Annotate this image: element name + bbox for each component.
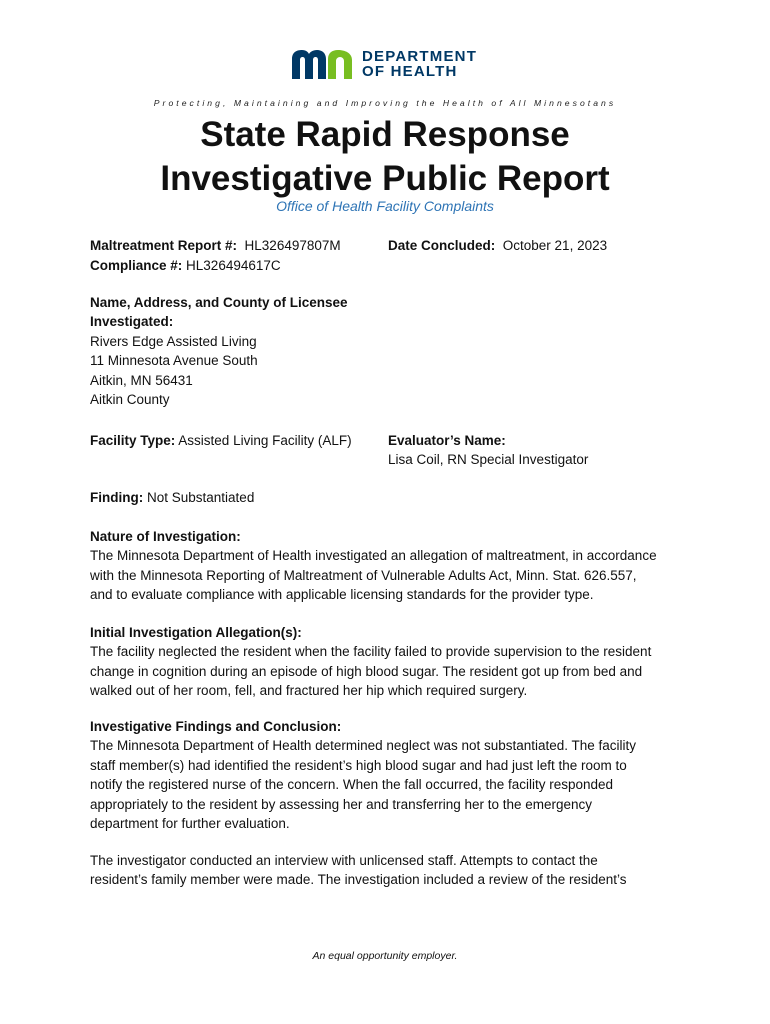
allegation-line: change in cognition during an episode of high blood sugar. The resident got up from bed and	[90, 663, 643, 679]
nature-line: The Minnesota Department of Health investigated an allegation of maltreatment, in accordance	[90, 548, 657, 564]
findings-line: appropriately to the resident by assessing her and transferring her to the emergency	[90, 796, 593, 812]
page-title	[0, 113, 770, 201]
evaluator-value: Lisa Coil, RN Special Investigator	[388, 452, 589, 468]
maltreatment-label: Maltreatment Report #:	[90, 238, 238, 253]
facility-type	[90, 431, 352, 450]
interview-line: resident’s family member were made. The investigation included a review of the resident’s	[90, 872, 627, 888]
allegation-heading: Initial Investigation Allegation(s):	[90, 625, 302, 640]
licensee-heading-2: Investigated:	[90, 314, 174, 330]
allegation-line: walked out of her room, fell, and fractured her hip which required surgery.	[90, 683, 528, 699]
title-line-1: State Rapid Response	[200, 115, 570, 154]
title-line-2: Investigative Public Report	[160, 159, 610, 198]
facility-type-label: Facility Type:	[90, 433, 176, 448]
tagline: Protecting, Maintaining and Improving the Health of All Minnesotans	[153, 98, 617, 108]
finding-value: Not Substantiated	[147, 490, 255, 505]
findings-heading: Investigative Findings and Conclusion:	[90, 719, 342, 734]
interview-section	[90, 851, 690, 890]
licensee-name: Rivers Edge Assisted Living	[90, 333, 257, 349]
findings-section	[90, 717, 690, 833]
licensee-heading-1: Name, Address, and County of Licensee	[90, 295, 348, 310]
office-subtitle: Office of Health Facility Complaints	[276, 198, 494, 214]
findings-line: department for further evaluation.	[90, 816, 290, 832]
nature-line: and to evaluate compliance with applicable licensing standards for the provider type.	[90, 587, 594, 603]
interview-line: The investigator conducted an interview with unlicensed staff. Attempts to contact the	[90, 853, 598, 868]
finding	[90, 488, 254, 507]
date-concluded	[388, 236, 607, 255]
findings-line: The Minnesota Department of Health determined neglect was not substantiated. The facility	[90, 738, 637, 754]
finding-label: Finding:	[90, 490, 144, 505]
evaluator-label: Evaluator’s Name:	[388, 433, 506, 448]
findings-line: staff member(s) had identified the resident’s high blood sugar and had just left the room to	[90, 757, 627, 773]
compliance-label: Compliance #:	[90, 258, 183, 273]
facility-type-value: Assisted Living Facility (ALF)	[178, 433, 352, 448]
maltreatment-report-number	[90, 236, 341, 255]
allegation-section	[90, 623, 690, 701]
allegation-line: The facility neglected the resident when the facility failed to provide supervision to the resident	[90, 644, 652, 660]
compliance-number	[90, 256, 281, 275]
mdh-logo	[290, 46, 477, 82]
nature-section	[90, 527, 690, 605]
date-value: October 21, 2023	[502, 238, 608, 253]
licensee-block	[90, 293, 348, 409]
compliance-value: HL326494617C	[186, 258, 281, 273]
evaluator	[388, 431, 588, 470]
licensee-county: Aitkin County	[90, 392, 170, 408]
mn-logo-icon	[290, 49, 354, 79]
licensee-address: 11 Minnesota Avenue South	[90, 353, 258, 369]
logo-wordmark	[362, 49, 477, 79]
findings-line: notify the registered nurse of the concern. When the fall occurred, the facility responded	[90, 777, 614, 793]
licensee-city: Aitkin, MN 56431	[90, 372, 193, 388]
nature-heading: Nature of Investigation:	[90, 529, 241, 544]
date-label: Date Concluded:	[388, 238, 496, 253]
maltreatment-value: HL326497807M	[244, 238, 341, 253]
logo-line-1: DEPARTMENT	[362, 48, 478, 65]
nature-line: with the Minnesota Reporting of Maltreatment of Vulnerable Adults Act, Minn. Stat. 626.557,	[90, 567, 637, 583]
logo-line-2: OF HEALTH	[362, 63, 458, 80]
footer-text: An equal opportunity employer.	[312, 950, 458, 962]
